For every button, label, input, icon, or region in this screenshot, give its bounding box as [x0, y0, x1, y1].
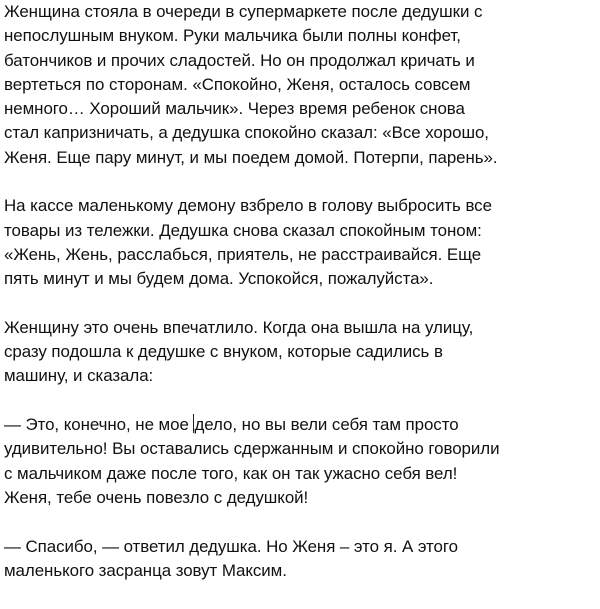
text-line: удивительно! Вы оставались сдержанным и спокойно говорили [4, 439, 500, 459]
text-line-with-caret [4, 413, 596, 437]
text-line: батончиков и прочих сладостей. Но он продолжал кричать и [4, 50, 475, 70]
text-line: с мальчиком даже после того, как он так ужасно себя вел! [4, 463, 458, 483]
paragraph-spacer [4, 170, 596, 194]
text-line: стал капризничать, а дедушка спокойно сказал: «Все хорошо, [4, 123, 489, 143]
paragraph-spacer [4, 292, 596, 316]
paragraph-spacer [4, 510, 596, 534]
text-segment: — Это, конечно, не мое [4, 415, 194, 435]
text-line: — Спасибо, — ответил дедушка. Но Женя – это я. А этого [4, 536, 458, 556]
text-line: пять минут и мы будем дома. Успокойся, пожалуйста». [4, 269, 434, 289]
paragraph-1 [4, 0, 596, 170]
text-line: Женщину это очень впечатлило. Когда она вышла на улицу, [4, 317, 474, 337]
paragraph-spacer [4, 389, 596, 413]
story-text [4, 0, 596, 583]
paragraph-4 [4, 413, 596, 510]
text-line: маленького засранца зовут Максим. [4, 560, 287, 580]
text-line: На кассе маленькому демону взбрело в голову выбросить все [4, 196, 492, 216]
text-line: вертеться по сторонам. «Спокойно, Женя, осталось совсем [4, 74, 471, 94]
text-line: Женя, тебе очень повезло с дедушкой! [4, 487, 309, 507]
text-line: машину, и сказала: [4, 366, 154, 386]
text-line: товары из тележки. Дедушка снова сказал спокойным тоном: [4, 220, 482, 240]
paragraph-2 [4, 194, 596, 291]
paragraph-3 [4, 316, 596, 389]
text-segment: дело, но вы вели себя там просто [194, 415, 459, 435]
text-line: «Жень, Жень, расслабься, приятель, не расстраивайся. Еще [4, 244, 482, 264]
text-line: Женщина стояла в очереди в супермаркете после дедушки с [4, 2, 483, 21]
text-line: сразу подошла к дедушке с внуком, которые садились в [4, 342, 443, 362]
text-line: Женя. Еще пару минут, и мы поедем домой. Потерпи, парень». [4, 147, 498, 167]
text-line: непослушным внуком. Руки мальчика были полны конфет, [4, 26, 461, 46]
text-line: немного… Хороший мальчик». Через время ребенок снова [4, 99, 465, 119]
paragraph-5 [4, 535, 596, 584]
